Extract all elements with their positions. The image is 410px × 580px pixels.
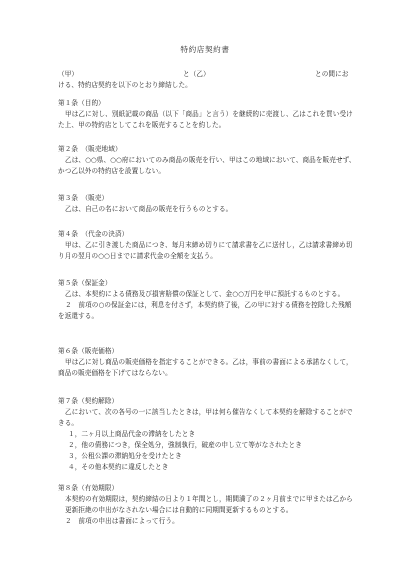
article-paragraph: 甲は乙に対し商品の販売価格を指定することができる。乙は，事前の書面による承諾なくして，商品の販売価格を下げてはならない。 xyxy=(58,358,353,377)
article-paragraph: 乙は、本契約による債務及び損害賠償の保証として、金○○万円を甲に預託するものとする。 xyxy=(65,290,345,298)
list-item: １，二ヶ月以上商品代金の滞納をしたとき xyxy=(68,430,196,438)
party-kou: （甲） xyxy=(58,70,79,78)
article-8 xyxy=(58,483,358,527)
parties-tail: との間にお xyxy=(315,70,349,78)
article-heading: 第１条（目的） xyxy=(58,99,105,107)
article-paragraph: 本契約の有効期限は，契約締結の日より１年間とし，期間満了の２ヶ月前までに甲または乙から更新拒絶の申出がなされない場合には自動的に同期間更新するものとする。 xyxy=(65,495,353,514)
article-paragraph: ２ 前項の申出は書面によって行う。 xyxy=(65,517,179,525)
intro xyxy=(58,80,358,91)
list-item: ３，公租公課の滞納処分を受けたとき xyxy=(68,452,182,460)
article-1 xyxy=(58,98,358,131)
article-heading: 第３条 （販売） xyxy=(58,194,109,202)
list-item: ４，その他本契約に違反したとき xyxy=(68,463,169,471)
article-paragraph: 乙は、○○県、○○府においてのみ商品の販売を行い、甲はこの地域において、商品を販売せず、かつ乙以外の特約店を設置しない。 xyxy=(58,156,356,175)
article-heading: 第６条（販売価格） xyxy=(58,347,119,355)
article-6 xyxy=(58,346,358,379)
article-heading: 第７条（契約解除） xyxy=(58,397,119,405)
article-5 xyxy=(58,278,358,322)
article-heading: 第５条（保証金） xyxy=(58,279,112,287)
party-otsu: と（乙） xyxy=(183,70,210,78)
article-paragraph: ２ 前項の○の保証金には，利息を付さず，本契約終了後，乙の甲に対する債務を控除した残額を返還する。 xyxy=(58,301,352,320)
list-item: ２，他の債務につき，保全処分，強制執行，破産の申し立て等がなされたとき xyxy=(68,441,302,449)
document-title: 特約店契約書 xyxy=(180,45,230,54)
article-3 xyxy=(58,193,358,215)
article-paragraph: 甲は乙に対し、別紙記載の商品（以下「商品」と言う）を継続的に売渡し、乙はこれを買い受けた上、甲の特約店としてこれを販売することを約した。 xyxy=(58,110,353,129)
article-heading: 第２条 （販売地域） xyxy=(58,145,122,153)
article-4 xyxy=(58,229,358,262)
article-paragraph: 甲は、乙に引き渡した商品につき、毎月末締め切りにて請求書を乙に送付し，乙は請求書締め切り月の翌月の○○日までに請求代金の全額を支払う。 xyxy=(58,241,353,260)
parties-line xyxy=(58,69,354,80)
article-paragraph: 乙において、次の各号の一に該当したときは，甲は何ら催告なくして本契約を解除することができる。 xyxy=(58,408,353,427)
article-heading: 第８条（有効期限） xyxy=(58,484,119,492)
article-heading: 第４条 （代金の決済） xyxy=(58,230,129,238)
article-2 xyxy=(58,144,358,177)
article-paragraph: 乙は、自己の名において商品の販売を行うものとする。 xyxy=(65,205,233,213)
intro-text: ける、特約店契約を以下のとおり締結した。 xyxy=(58,81,192,89)
article-7 xyxy=(58,396,358,473)
